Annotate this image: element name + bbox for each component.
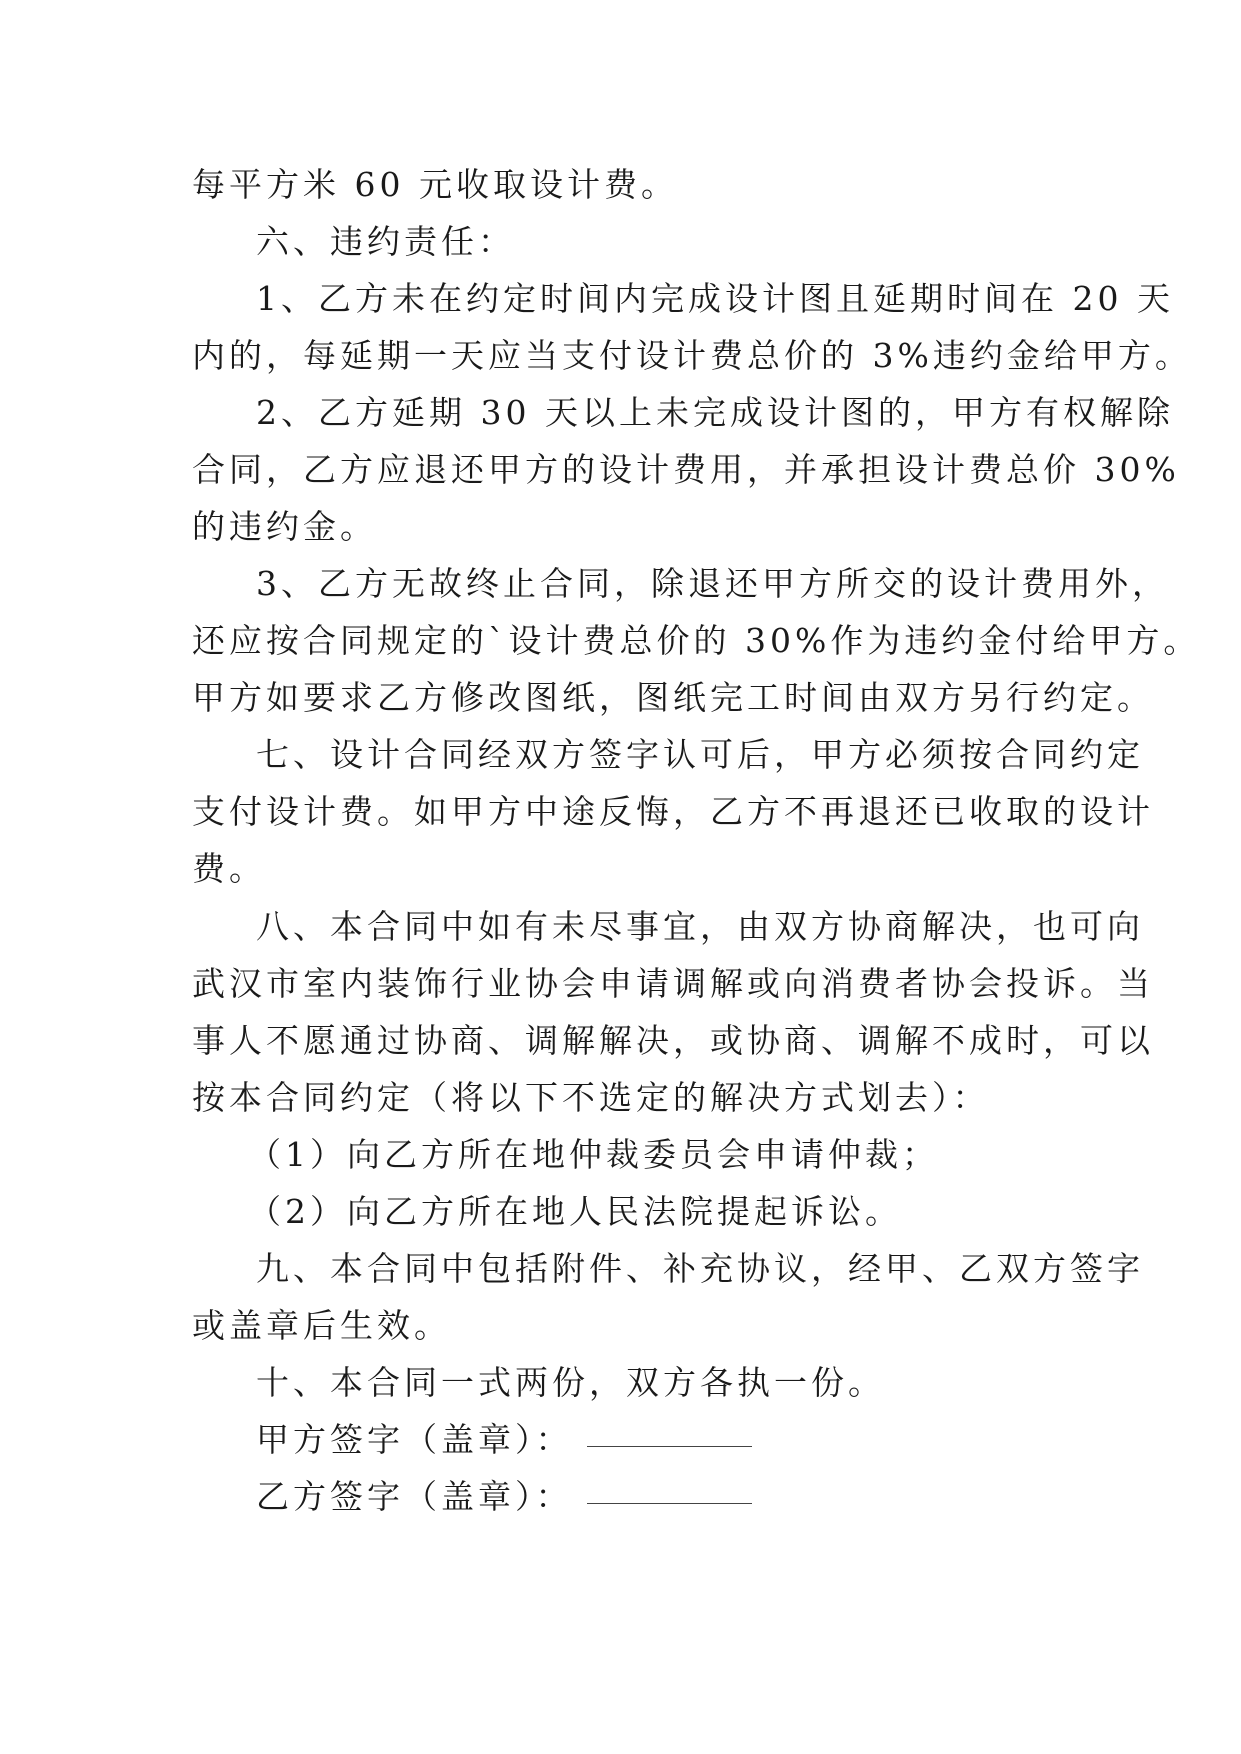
party-a-signature-blank[interactable] bbox=[587, 1446, 752, 1447]
text-line: 3、乙方无故终止合同，除退还甲方所交的设计费用外， bbox=[256, 564, 1169, 603]
text-line: 2、乙方延期 30 天以上未完成设计图的，甲方有权解除 bbox=[256, 393, 1174, 432]
option-arbitration: （1）向乙方所在地仲裁委员会申请仲裁； bbox=[248, 1135, 939, 1174]
text-line: 武汉市室内装饰行业协会申请调解或向消费者协会投诉。当 bbox=[192, 964, 1154, 1003]
text-line: 合同，乙方应退还甲方的设计费用，并承担设计费总价 30% bbox=[192, 450, 1180, 489]
party-b-signature-blank[interactable] bbox=[587, 1503, 752, 1504]
section-heading-breach: 六、违约责任： bbox=[256, 222, 515, 261]
party-a-signature bbox=[256, 1420, 752, 1460]
party-b-signature-label: 乙方签字（盖章）： bbox=[256, 1477, 573, 1516]
text-line: 甲方如要求乙方修改图纸，图纸完工时间由双方另行约定。 bbox=[192, 678, 1154, 717]
section-heading-nine: 九、本合同中包括附件、补充协议，经甲、乙双方签字 bbox=[256, 1249, 1144, 1288]
text-line: 支付设计费。如甲方中途反悔，乙方不再退还已收取的设计 bbox=[192, 792, 1154, 831]
text-line: 1、乙方未在约定时间内完成设计图且延期时间在 20 天 bbox=[256, 279, 1174, 318]
section-heading-ten: 十、本合同一式两份，双方各执一份。 bbox=[256, 1363, 885, 1402]
party-a-signature-label: 甲方签字（盖章）： bbox=[256, 1420, 573, 1459]
text-line: 费。 bbox=[192, 849, 266, 888]
text-line: 每平方米 60 元收取设计费。 bbox=[192, 165, 678, 204]
text-line: 按本合同约定（将以下不选定的解决方式划去）： bbox=[192, 1078, 990, 1117]
section-heading-eight: 八、本合同中如有未尽事宜，由双方协商解决，也可向 bbox=[256, 907, 1144, 946]
section-heading-seven: 七、设计合同经双方签字认可后，甲方必须按合同约定 bbox=[256, 735, 1144, 774]
option-litigation: （2）向乙方所在地人民法院提起诉讼。 bbox=[248, 1192, 902, 1231]
text-line: 内的，每延期一天应当支付设计费总价的 3%违约金给甲方。 bbox=[192, 336, 1192, 375]
text-line: 还应按合同规定的`设计费总价的 30%作为违约金付给甲方。 bbox=[192, 621, 1201, 660]
text-line: 的违约金。 bbox=[192, 507, 377, 546]
party-b-signature bbox=[256, 1477, 752, 1517]
text-line: 事人不愿通过协商、调解解决，或协商、调解不成时，可以 bbox=[192, 1021, 1154, 1060]
text-line: 或盖章后生效。 bbox=[192, 1306, 451, 1345]
